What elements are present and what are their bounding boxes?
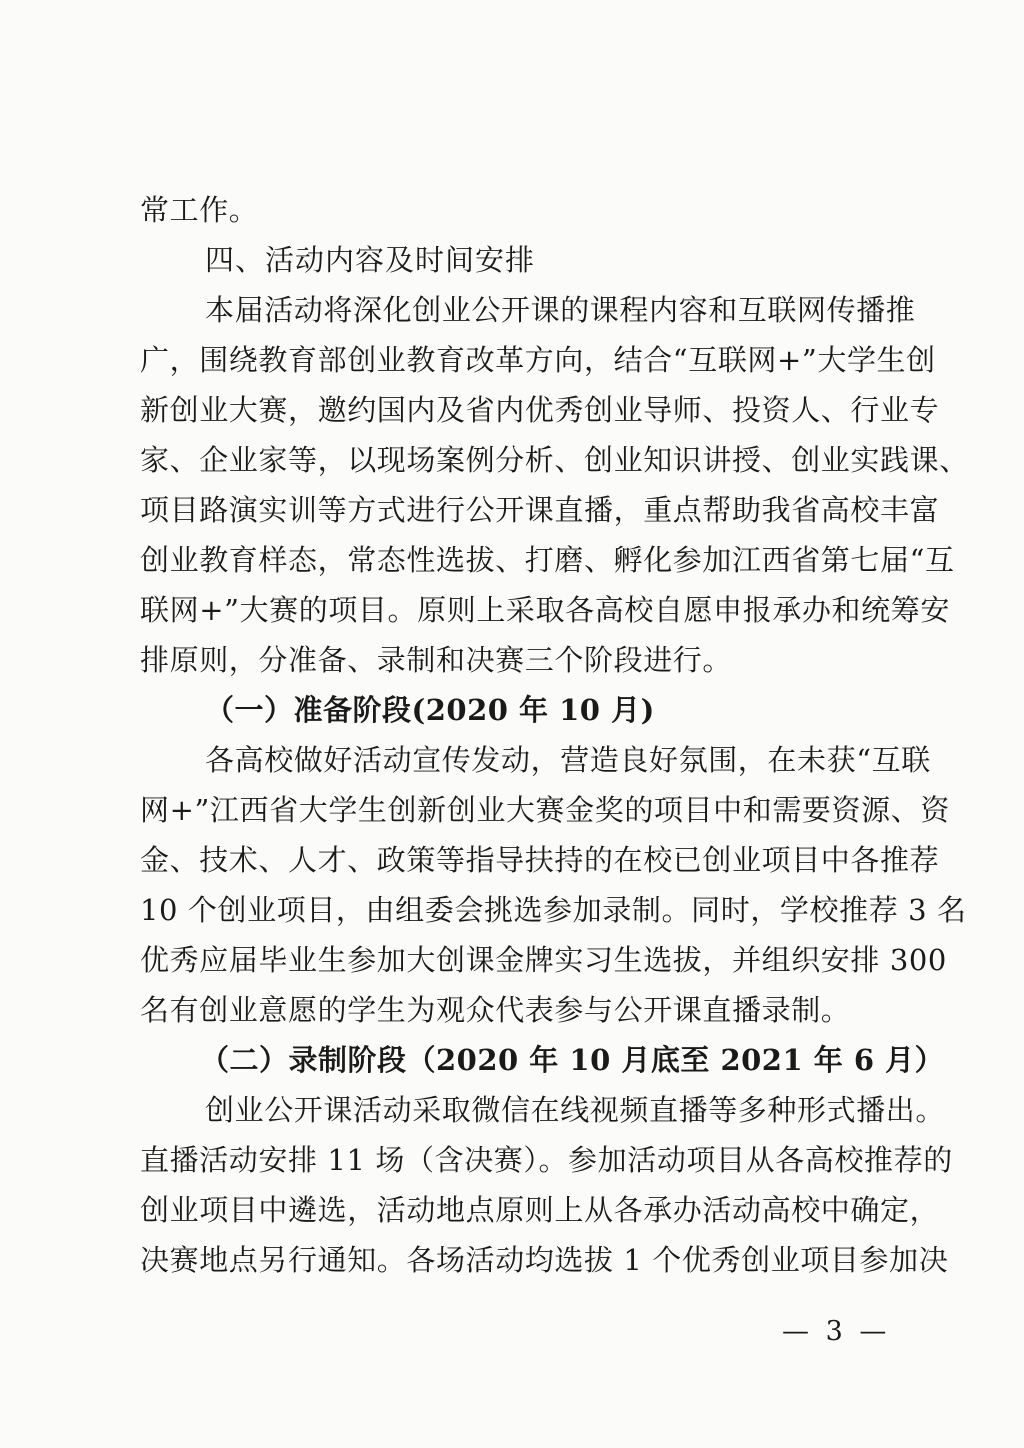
body-text-line: 名有创业意愿的学生为观众代表参与公开课直播录制。 bbox=[140, 993, 851, 1027]
body-text-line: 创业项目中遴选，活动地点原则上从各承办活动高校中确定， bbox=[140, 1193, 940, 1227]
body-text-line: 广，围绕教育部创业教育改革方向，结合“互联网+”大学生创 bbox=[140, 343, 936, 377]
body-text-line: 联网+”大赛的项目。原则上采取各高校自愿申报承办和统筹安 bbox=[140, 593, 950, 627]
body-text-line: 排原则，分准备、录制和决赛三个阶段进行。 bbox=[140, 643, 733, 677]
subsection-heading: （一）准备阶段(2020 年 10 月) bbox=[205, 693, 655, 727]
body-text-line: 家、企业家等，以现场案例分析、创业知识讲授、创业实践课、 bbox=[140, 443, 969, 477]
body-text-line: 金、技术、人才、政策等指导扶持的在校已创业项目中各推荐 bbox=[140, 843, 940, 877]
body-text-line: 创业公开课活动采取微信在线视频直播等多种形式播出。 bbox=[205, 1093, 946, 1127]
page-number: — 3 — bbox=[782, 1316, 891, 1347]
section-heading: 四、活动内容及时间安排 bbox=[205, 243, 536, 277]
body-text-line: 10 个创业项目，由组委会挑选参加录制。同时，学校推荐 3 名 bbox=[140, 893, 967, 927]
body-text-line: 本届活动将深化创业公开课的课程内容和互联网传播推 bbox=[205, 293, 916, 327]
subsection-heading: （二）录制阶段（2020 年 10 月底至 2021 年 6 月） bbox=[200, 1043, 945, 1077]
body-text-line: 决赛地点另行通知。各场活动均选拔 1 个优秀创业项目参加决 bbox=[140, 1243, 949, 1277]
body-text-line: 常工作。 bbox=[140, 193, 259, 227]
body-text-line: 各高校做好活动宣传发动，营造良好氛围，在未获“互联 bbox=[205, 743, 931, 777]
body-text-line: 创业教育样态，常态性选拔、打磨、孵化参加江西省第七届“互 bbox=[140, 543, 955, 577]
body-text-line: 新创业大赛，邀约国内及省内优秀创业导师、投资人、行业专 bbox=[140, 393, 940, 427]
body-text-line: 项目路演实训等方式进行公开课直播，重点帮助我省高校丰富 bbox=[140, 493, 940, 527]
body-text-line: 优秀应届毕业生参加大创课金牌实习生选拔，并组织安排 300 bbox=[140, 943, 947, 977]
body-text-line: 网+”江西省大学生创新创业大赛金奖的项目中和需要资源、资 bbox=[140, 793, 950, 827]
body-text-line: 直播活动安排 11 场（含决赛）。参加活动项目从各高校推荐的 bbox=[140, 1143, 953, 1177]
